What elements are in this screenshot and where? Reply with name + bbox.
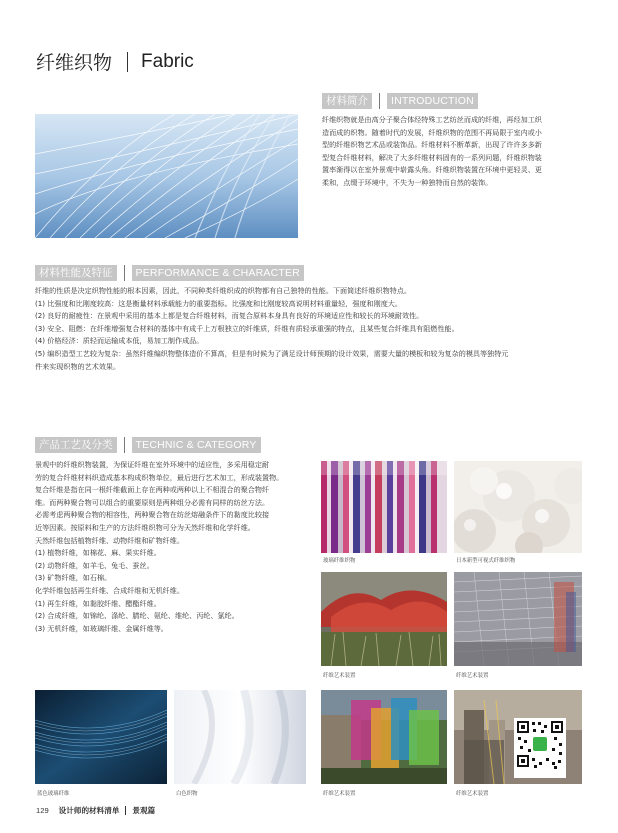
intro-line: 置率渐得以在室外景观中崭露头角。纤维织物装置在环境中更轻灵、更 <box>322 165 542 175</box>
performance-heading-zh: 材料性能及特征 <box>35 265 117 281</box>
caption-blue-fiber: 蓝色玻璃纤维 <box>37 791 70 797</box>
white-fabric-image <box>174 690 306 784</box>
blue-fiber-image <box>35 690 167 784</box>
intro-text <box>322 114 584 190</box>
performance-line: (1) 比强度和比刚度较高：这是衡量材料承载能力的重要指标。比强度和比刚度较高说明材料重量轻，强度和刚度大。 <box>35 298 402 308</box>
caption-colorful-fiber: 玻璃纤维织物 <box>323 558 356 564</box>
colorful-fiber-photo <box>321 461 447 553</box>
page-number: 129 <box>36 806 49 815</box>
footer-divider <box>125 806 126 815</box>
page-title-zh: 纤维织物 <box>36 52 113 74</box>
intro-heading-divider <box>379 93 380 109</box>
intro-line: 造而成的织物。随着时代的发展，纤维织物的范围不再局限于室内或小 <box>322 127 542 137</box>
page-title <box>36 48 194 75</box>
technic-line: 维。而两种聚合物可以组合的重要原则是两种组分必需有同样的纺丝方法。 <box>35 497 270 507</box>
intro-heading-en: INTRODUCTION <box>387 93 478 109</box>
art-outdoor-photo <box>321 690 447 784</box>
technic-line: 必需考虑两种聚合物的相容性，两种聚合物在纺丝熔融条件下的黏度比较接 <box>35 510 270 520</box>
technic-line: (1) 植物纤维，如棉花、麻、果实纤维。 <box>35 548 161 558</box>
technic-line: 天然纤维包括植物纤维、动物纤维和矿物纤维。 <box>35 535 184 545</box>
title-divider <box>127 52 128 72</box>
art-installation-grey-image <box>454 572 582 666</box>
art-installation-red-image <box>321 572 447 666</box>
technic-heading <box>35 437 261 453</box>
technic-heading-zh: 产品工艺及分类 <box>35 437 117 453</box>
colorful-fiber-image <box>321 461 447 553</box>
performance-heading <box>35 265 304 281</box>
white-fabric-photo <box>174 690 306 784</box>
caption-art-outdoor: 纤维艺术装置 <box>323 791 356 797</box>
technic-line: 复合纤维是指在同一根纤维截面上存在两种或两种以上不相混合的聚合物纤 <box>35 485 270 495</box>
chapter-title: 景观篇 <box>132 806 156 815</box>
white-spheres-image <box>454 461 582 553</box>
caption-art-building: 纤维艺术装置 <box>456 791 489 797</box>
performance-text <box>35 285 585 373</box>
technic-line: 化学纤维包括再生纤维、合成纤维和无机纤维。 <box>35 585 184 595</box>
qr-code-image <box>514 718 566 778</box>
art-installation-red-photo <box>321 572 447 666</box>
page-footer <box>36 805 155 816</box>
art-outdoor-image <box>321 690 447 784</box>
intro-photo <box>35 114 298 238</box>
intro-heading-zh: 材料简介 <box>322 93 372 109</box>
intro-heading <box>322 93 478 109</box>
performance-heading-divider <box>124 265 125 281</box>
technic-text <box>35 459 311 635</box>
caption-white-fabric: 白色织物 <box>176 791 198 797</box>
art-installation-grey-photo <box>454 572 582 666</box>
performance-line: 纤维的性质是决定织物性能的根本因素，因此，不同种类纤维织成的织物都有自己独特的性能。下面简述纤维织物特点。 <box>35 286 411 295</box>
performance-line: (5) 编织造型工艺较为复杂：虽然纤维编织物整体造价不算高，但是有时候为了满足设计师预期的设计效果，需要大量的模板和较为复杂的模具等独特元 <box>35 348 509 358</box>
technic-line: (1) 再生纤维，如黏胶纤维、醋酯纤维。 <box>35 598 161 608</box>
intro-line: 型的纤维织物艺术品或装饰品。纤维材料不断革新，出现了许许多多新 <box>322 140 542 150</box>
technic-line: (3) 矿物纤维，如石棉。 <box>35 573 112 583</box>
blue-fiber-photo <box>35 690 167 784</box>
technic-line: 劳的复合纤维材料织造成基本构成织物单位，最后进行艺术加工，形成装置物。 <box>35 472 284 482</box>
performance-line: (3) 安全、阻燃：在纤维增强复合材料的基体中有成千上万根独立的纤维质，纤维有质轻承重强的特点，且某些复合纤维具有阻燃性能。 <box>35 323 459 333</box>
performance-line: 件来实现织物的艺术效果。 <box>35 361 121 371</box>
technic-line: (3) 无机纤维，如玻璃纤维、金属纤维等。 <box>35 623 168 633</box>
technic-heading-divider <box>124 437 125 453</box>
page-title-en: Fabric <box>141 50 194 72</box>
performance-line: (2) 良好的耐疲性：在景观中采用的基本上都是复合纤维材料，而复合原料本身具有良好的环境适应性和较长的环境耐效性。 <box>35 311 424 321</box>
caption-art-red: 纤维艺术装置 <box>323 673 356 679</box>
technic-line: 景观中的纤维织物装置，为保证纤维在室外环境中的适应性，多采用稳定耐 <box>35 460 270 469</box>
performance-line: (4) 价格经济：质轻而运输成本低，易加工制作成品。 <box>35 336 204 346</box>
caption-white-spheres: 日本新型可视式纤维织物 <box>456 558 516 564</box>
intro-line: 型复合纤维材料，解决了大多纤维材料固有的一系列问题，纤维织物装 <box>322 152 542 162</box>
intro-line: 柔和，点缀于环境中，不失为一种独特而自然的装饰。 <box>322 177 493 187</box>
intro-photo-image <box>35 114 298 238</box>
technic-heading-en: TECHNIC & CATEGORY <box>132 437 261 453</box>
technic-line: (2) 动物纤维，如羊毛、兔毛、蚕丝。 <box>35 560 154 570</box>
technic-line: 近等因素。按原料和生产的方法纤维织物可分为天然纤维和化学纤维。 <box>35 522 255 532</box>
book-title: 设计师的材料清单 <box>58 806 120 815</box>
technic-line: (2) 合成纤维，如锦纶、涤纶、腈纶、氨纶、维纶、丙纶、氯纶。 <box>35 611 239 621</box>
caption-art-grey: 纤维艺术装置 <box>456 673 489 679</box>
performance-heading-en: PERFORMANCE & CHARACTER <box>132 265 304 281</box>
intro-line: 纤维织物就是由高分子聚合体经特殊工艺纺丝而成的纤维，再经加工织 <box>322 115 542 124</box>
wechat-icon <box>533 737 547 751</box>
qr-code <box>514 718 566 778</box>
white-spheres-photo <box>454 461 582 553</box>
